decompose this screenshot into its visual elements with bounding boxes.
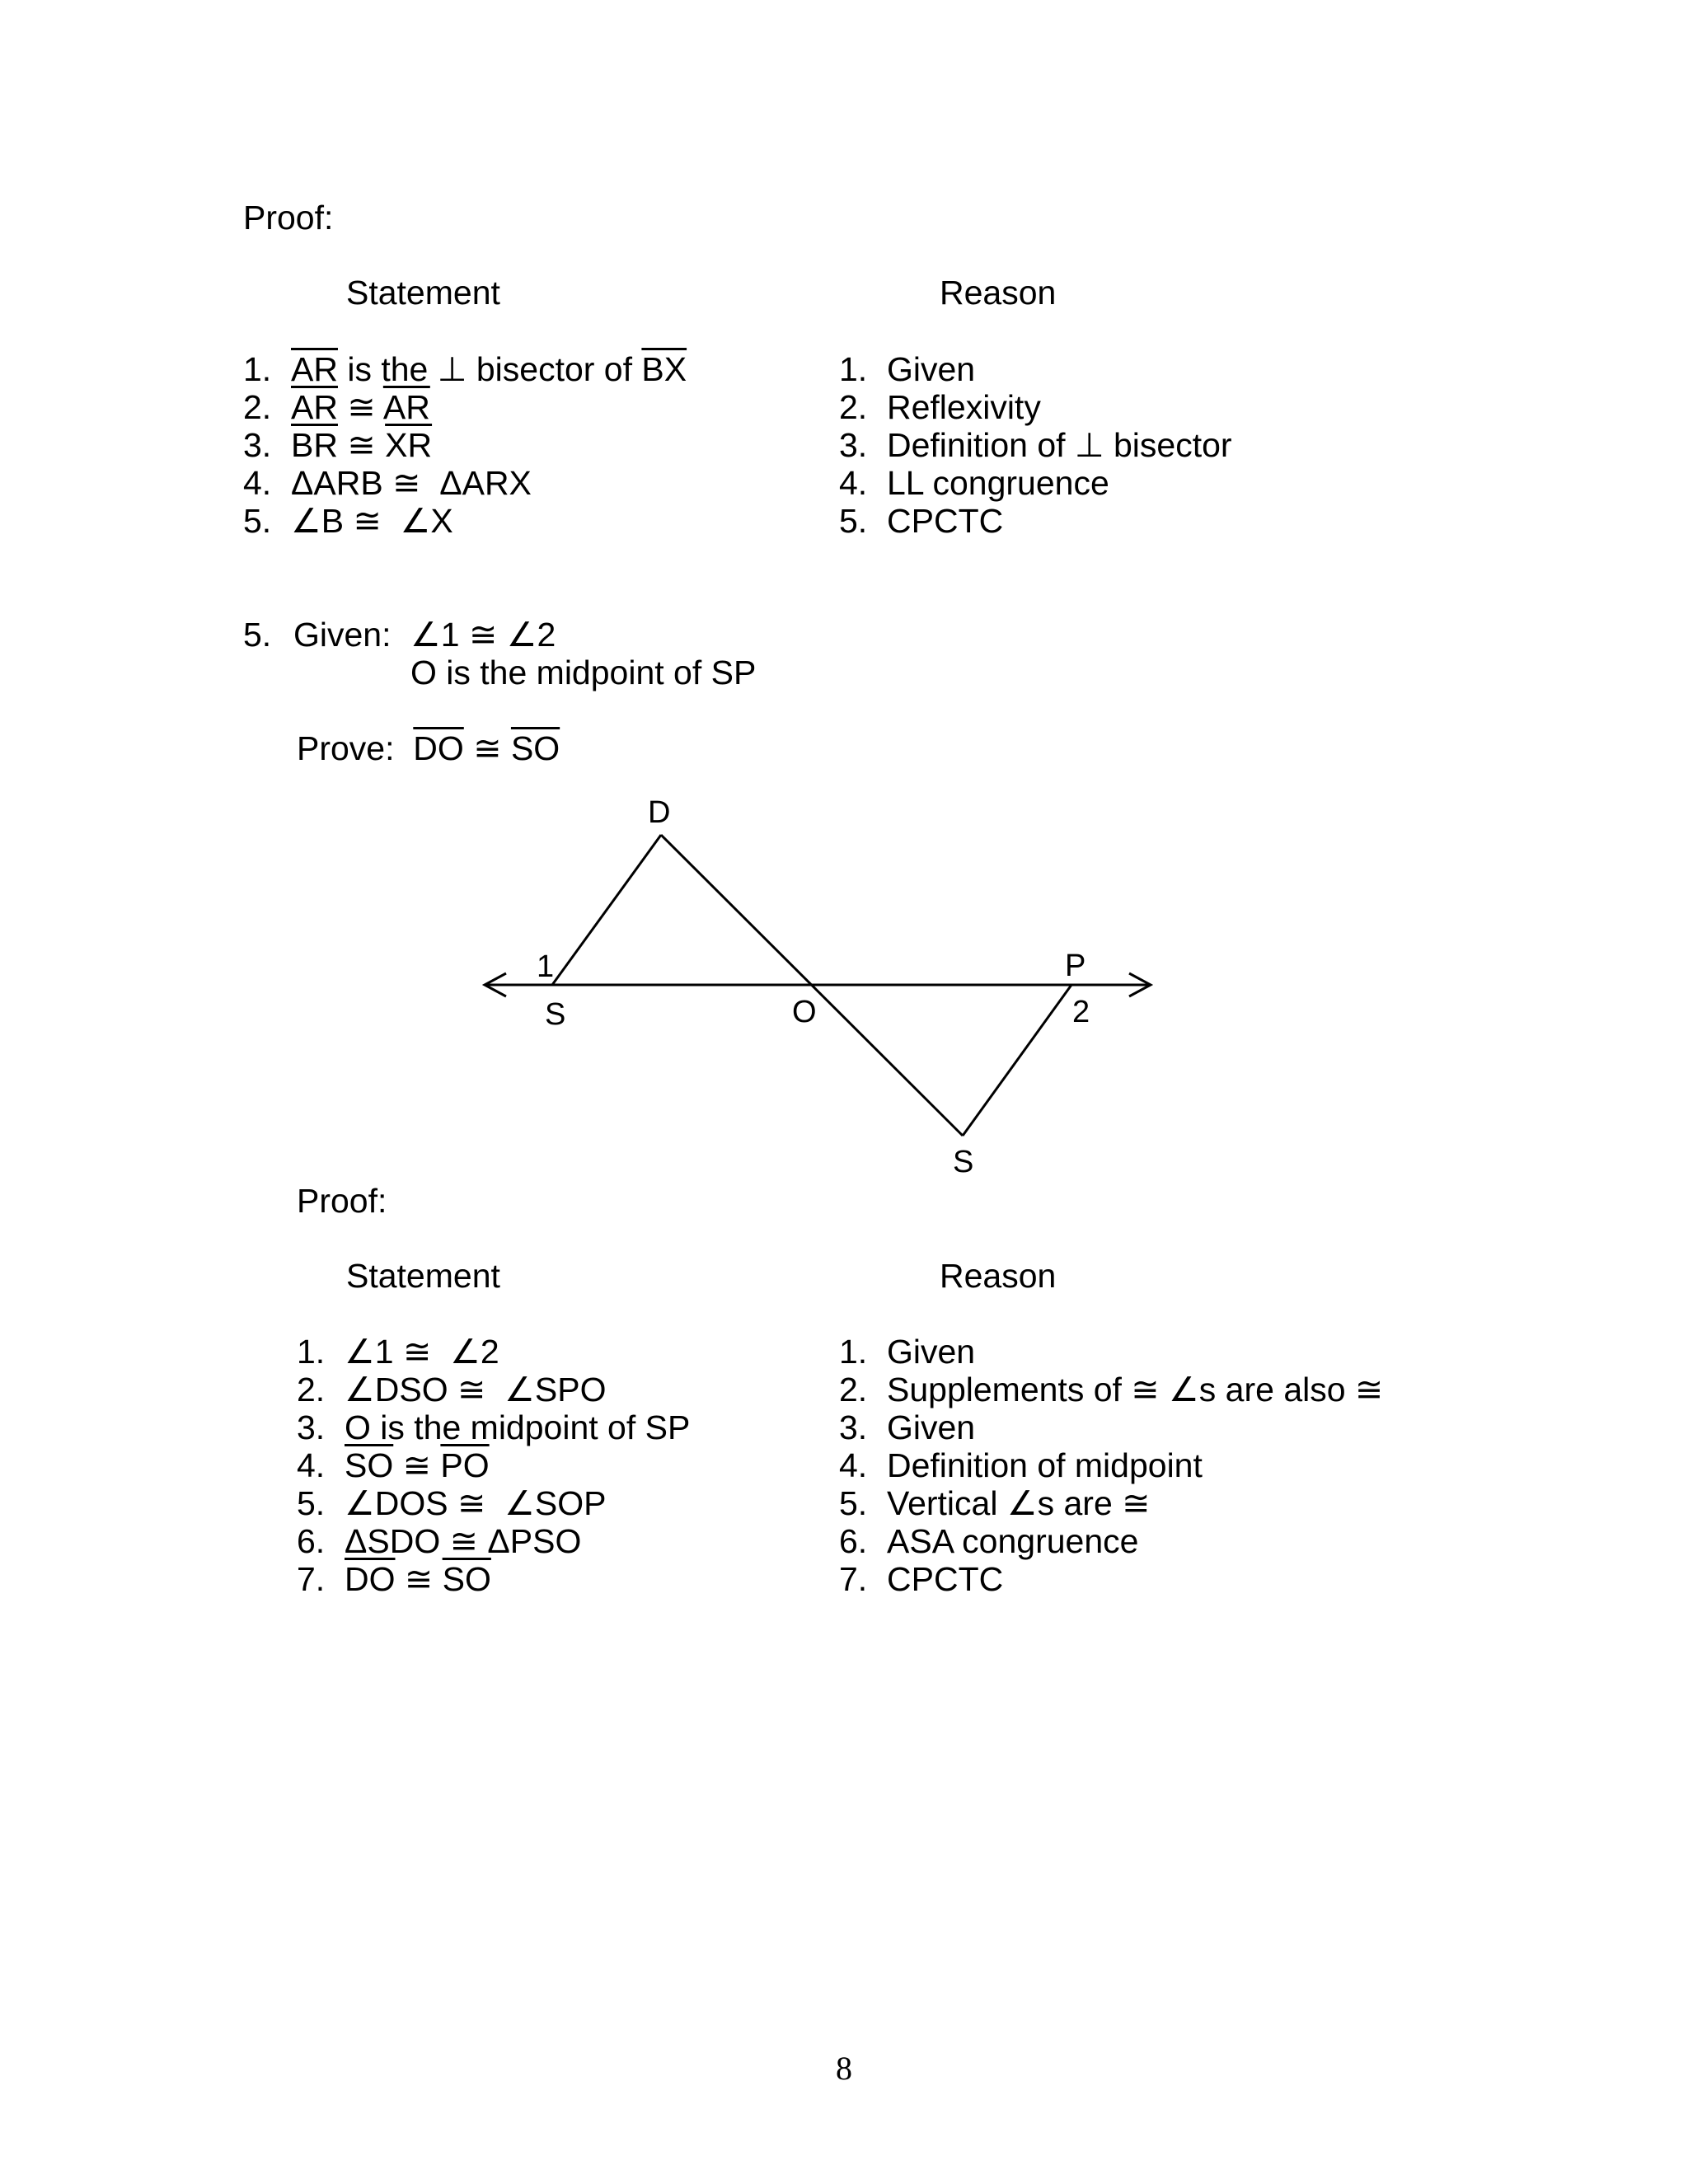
- row-number: 4.: [839, 1446, 868, 1484]
- statement-text: ∠1 ≅ ∠2: [345, 1333, 499, 1371]
- statement-text: ΔSDO ≅ ΔPSO: [345, 1522, 582, 1560]
- row-number: 5.: [839, 1484, 868, 1522]
- segment-name: $\overline{PO}$: [440, 1446, 490, 1484]
- proof-row: [297, 1408, 691, 1449]
- label-s-bottom: S: [953, 1145, 974, 1179]
- statement-text: ≅: [395, 1560, 443, 1598]
- reason-text: ASA congruence: [887, 1522, 1139, 1560]
- label-d: D: [648, 795, 671, 830]
- row-number: 3.: [839, 426, 868, 464]
- reason-text: Given: [887, 1333, 976, 1371]
- proof-row: [839, 1373, 1383, 1411]
- row-number: 5.: [839, 502, 868, 540]
- row-number: 3.: [297, 1408, 326, 1446]
- segment-name: $\overline{SO}$: [345, 1446, 394, 1484]
- reason-text: Reflexivity: [887, 388, 1041, 426]
- proof2-heading: Proof:: [297, 1182, 387, 1220]
- proof2-statement-header: Statement: [346, 1257, 500, 1295]
- reason-text: Given: [887, 350, 976, 388]
- segment-name: $\overline{XR}$: [385, 426, 433, 464]
- proof-row: [839, 1560, 1004, 1601]
- reason-text: Definition of midpoint: [887, 1446, 1203, 1484]
- proof-row: [839, 466, 1109, 504]
- row-number: 1.: [839, 1333, 868, 1371]
- row-number: 2.: [839, 388, 868, 426]
- given-line-1: ∠1 ≅ ∠2: [410, 616, 556, 654]
- reason-text: Supplements of ≅ ∠s are also ≅: [887, 1371, 1384, 1408]
- statement-text: ≅: [337, 388, 383, 426]
- statement-text: O is the midpoint of SP: [345, 1408, 691, 1446]
- row-number: 7.: [297, 1560, 326, 1598]
- proof-row: [243, 350, 687, 391]
- row-number: 2.: [297, 1371, 326, 1408]
- statement-text: ∠DSO ≅ ∠SPO: [345, 1371, 607, 1408]
- segment-name: $\overline{BX}$: [641, 350, 687, 388]
- row-number: 5.: [243, 502, 272, 540]
- segment-name: $\overline{AR}$: [291, 388, 338, 426]
- proof-row: [297, 1560, 491, 1601]
- statement-text: is the ⊥ bisector of: [337, 350, 642, 388]
- proof-row: [839, 504, 1003, 542]
- row-number: 6.: [297, 1522, 326, 1560]
- row-number: 4.: [839, 464, 868, 502]
- row-number: 1.: [297, 1333, 326, 1371]
- reason-text: Given: [887, 1408, 976, 1446]
- prove-congruent-symbol: ≅: [463, 729, 511, 767]
- reason-text: LL congruence: [887, 464, 1109, 502]
- segment-name: $\overline{DO}$: [345, 1560, 396, 1598]
- reason-text: CPCTC: [887, 1560, 1004, 1598]
- row-number: 2.: [839, 1371, 868, 1408]
- segment-sd: [552, 835, 661, 985]
- problem-number: 5.: [243, 616, 272, 654]
- page-number: 8: [836, 2050, 852, 2087]
- label-s-left: S: [545, 997, 566, 1032]
- segment-name: $\overline{SO}$: [442, 1560, 491, 1598]
- segment-name: $\overline{BR}$: [291, 426, 338, 464]
- given-line-2: O is the midpoint of SP: [410, 654, 757, 691]
- proof-row: [297, 1373, 606, 1411]
- prove-right-segment: $\overline{SO}$: [510, 729, 560, 767]
- row-number: 2.: [243, 388, 272, 426]
- proof-row: [839, 1335, 975, 1373]
- proof-row: [243, 466, 532, 504]
- proof-row: [839, 1408, 976, 1449]
- prove-statement: [297, 729, 560, 767]
- reason-text: Vertical ∠s are ≅: [887, 1484, 1151, 1522]
- row-number: 3.: [839, 1408, 868, 1446]
- geometry-diagram: [462, 791, 1187, 1187]
- proof1-statement-header: Statement: [346, 274, 500, 312]
- prove-left-segment: $\overline{DO}$: [413, 729, 464, 767]
- label-one: 1: [537, 949, 555, 984]
- proof-row: [839, 1446, 1203, 1487]
- label-o: O: [792, 995, 817, 1029]
- segment-sp: [963, 985, 1071, 1136]
- row-number: 1.: [243, 350, 272, 388]
- statement-text: ΔARB ≅ ΔARX: [291, 464, 532, 502]
- proof-row: [839, 350, 976, 391]
- row-number: 6.: [839, 1522, 868, 1560]
- proof-row: [297, 1446, 490, 1487]
- statement-text: ≅: [393, 1446, 441, 1484]
- proof-row: [297, 1335, 499, 1373]
- proof-row: [297, 1522, 582, 1563]
- row-number: 3.: [243, 426, 272, 464]
- statement-text: ≅: [337, 426, 386, 464]
- row-number: 7.: [839, 1560, 868, 1598]
- segment-name: $\overline{AR}$: [382, 388, 430, 426]
- proof-row: [243, 426, 433, 466]
- label-p: P: [1065, 949, 1086, 983]
- statement-text: ∠DOS ≅ ∠SOP: [345, 1484, 607, 1522]
- proof1-heading: Proof:: [243, 199, 334, 237]
- row-number: 5.: [297, 1484, 326, 1522]
- row-number: 1.: [839, 350, 868, 388]
- row-number: 4.: [243, 464, 272, 502]
- row-number: 4.: [297, 1446, 326, 1484]
- proof-row: [243, 504, 453, 542]
- statement-text: ∠B ≅ ∠X: [291, 502, 453, 540]
- prove-label: Prove:: [297, 729, 395, 767]
- proof2-reason-header: Reason: [940, 1257, 1057, 1295]
- proof-row: [839, 426, 1232, 466]
- proof1-reason-header: Reason: [940, 274, 1057, 312]
- proof-row: [839, 1522, 1139, 1563]
- reason-text: CPCTC: [887, 502, 1004, 540]
- label-two: 2: [1072, 995, 1090, 1029]
- given-label: Given:: [293, 616, 392, 654]
- segment-name: $\overline{AR}$: [291, 350, 338, 388]
- proof-row: [839, 1484, 1151, 1525]
- proof-row: [839, 388, 1041, 429]
- proof-row: [297, 1484, 607, 1525]
- proof-row: [243, 388, 430, 429]
- reason-text: Definition of ⊥ bisector: [887, 426, 1232, 464]
